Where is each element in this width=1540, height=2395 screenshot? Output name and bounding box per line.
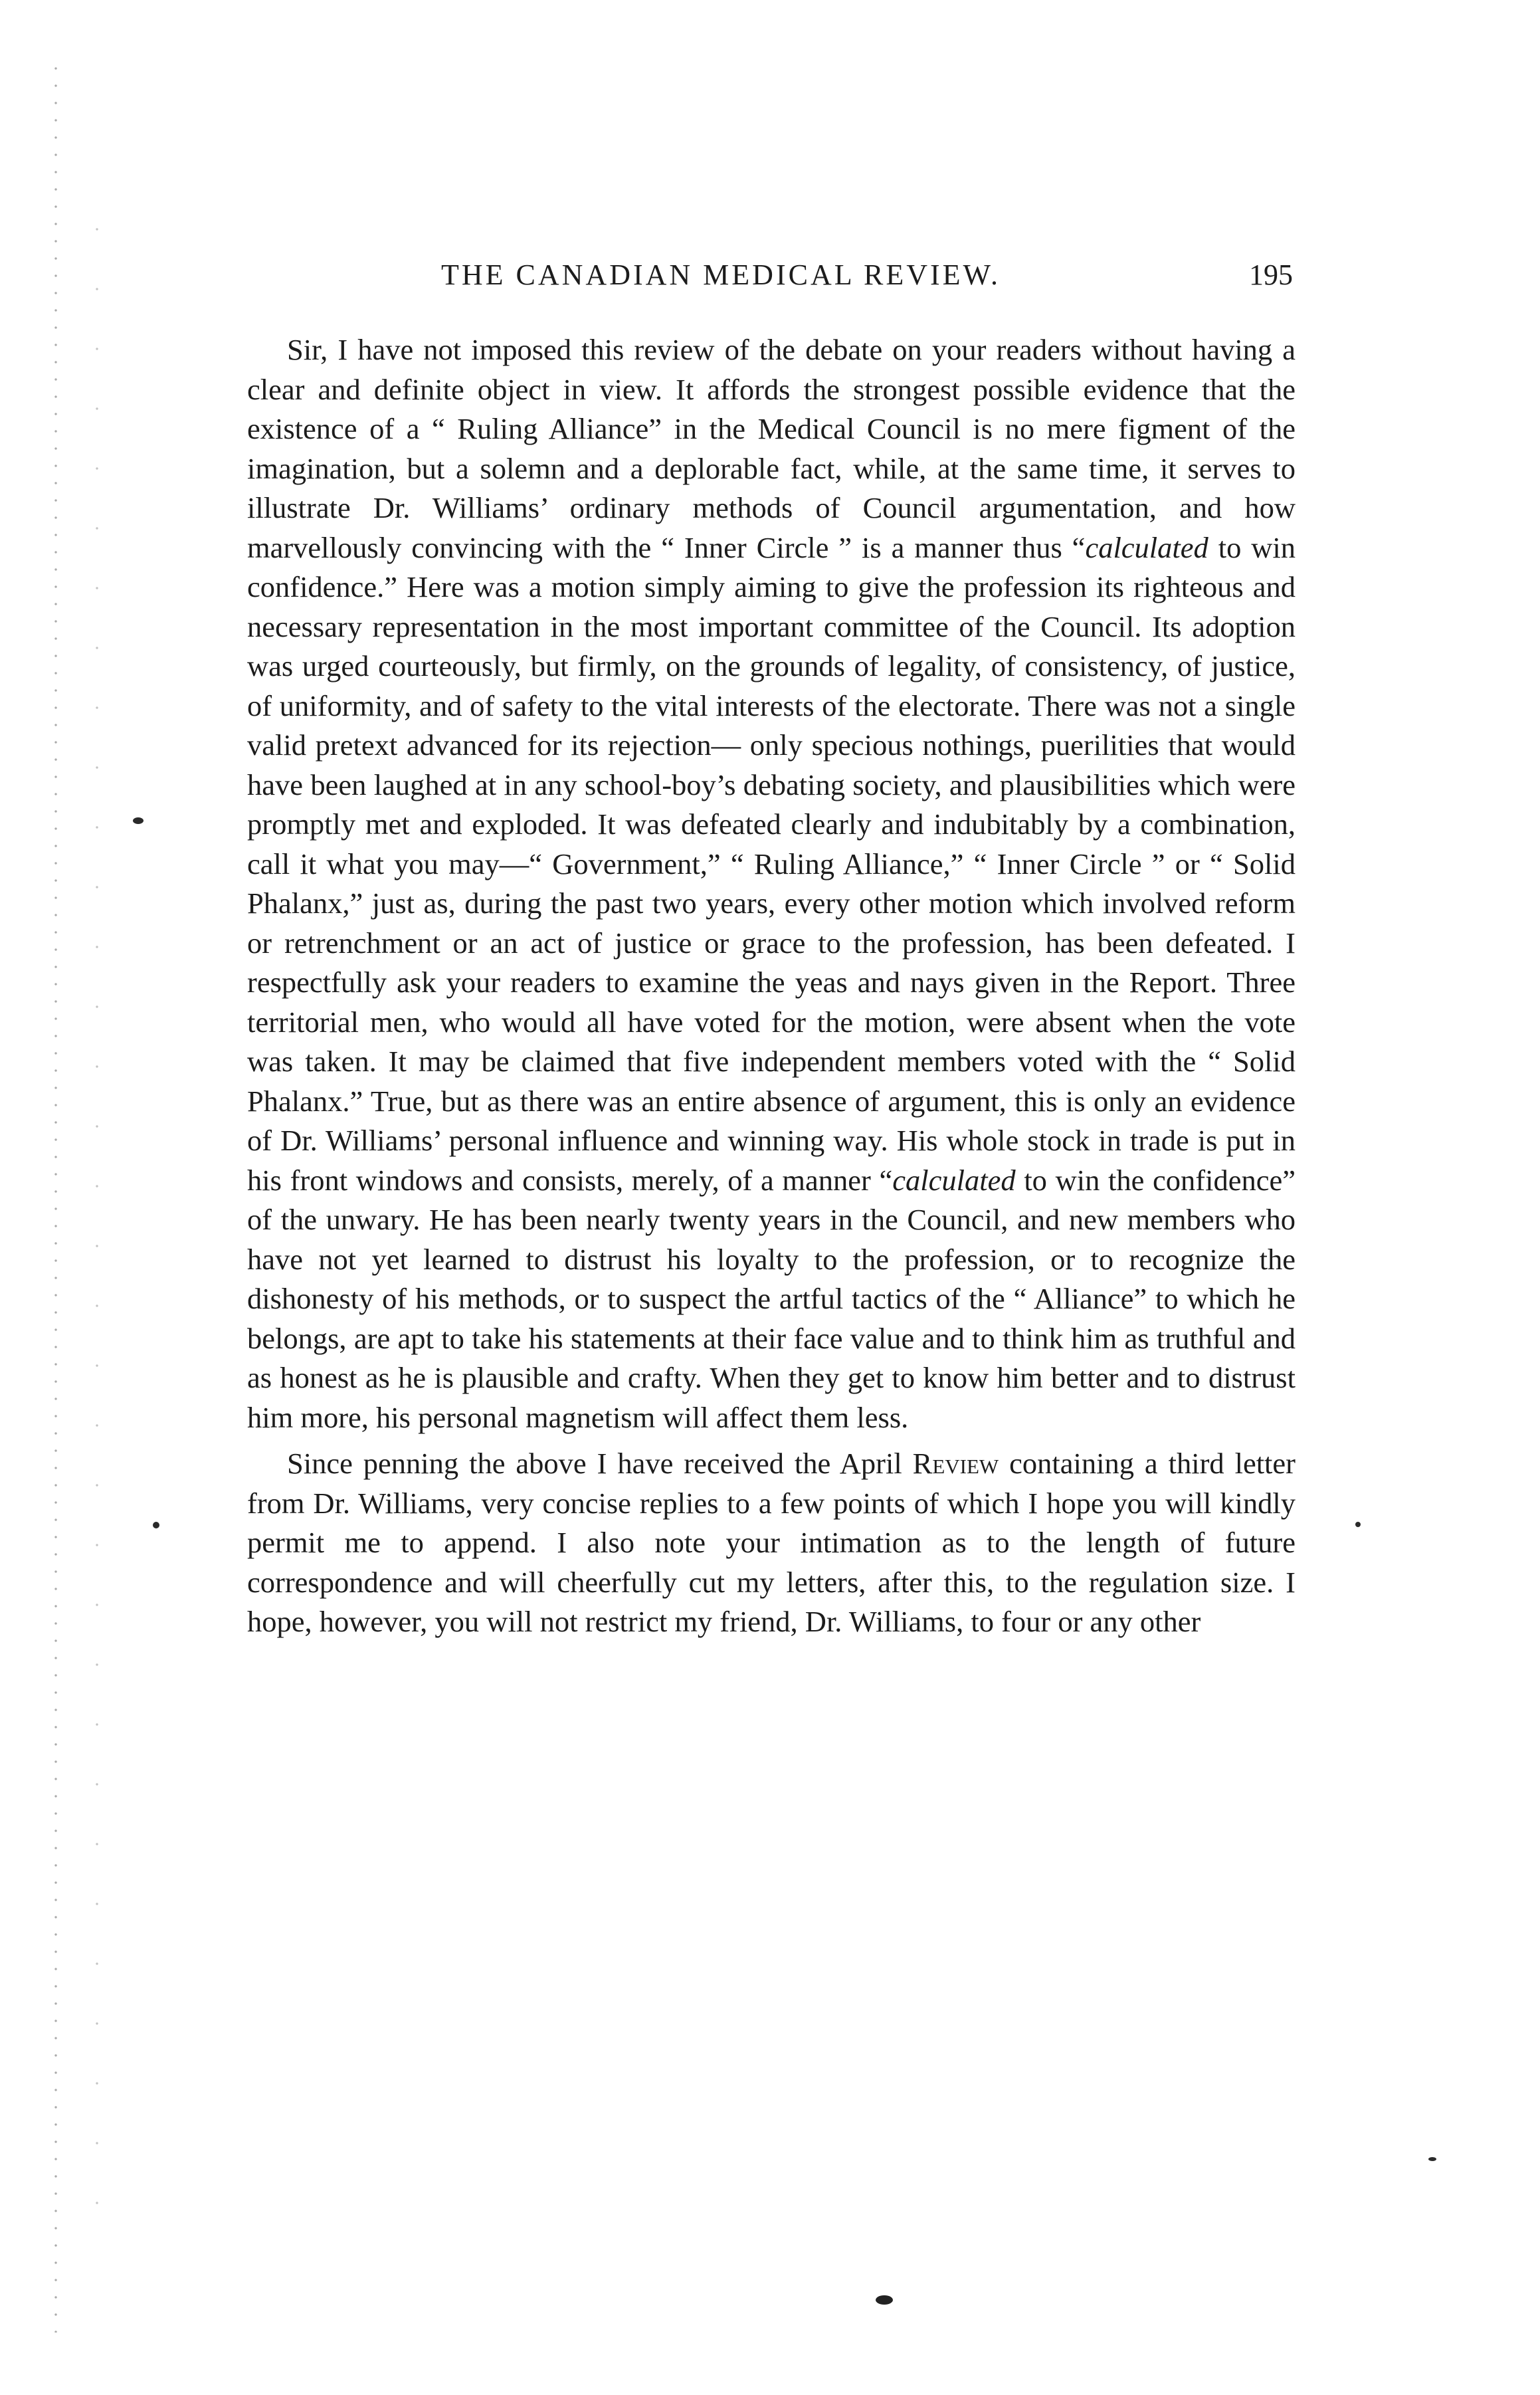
paragraph-1 [247, 330, 1296, 1437]
page-header [255, 258, 1293, 304]
running-title: THE CANADIAN MEDICAL REVIEW. [441, 259, 1001, 291]
article-body [247, 330, 1296, 1642]
margin-speckle-column [52, 60, 60, 2333]
paragraph-2-text-a: Since penning the above I have received the April [287, 1447, 913, 1480]
paragraph-1-text-a: Sir, I have not imposed this review of the debate on your readers without having a clear and definite object in view. It affords the strongest possible evidence that the existence of a “ Ruling Alliance” in the Medical Council is no mere figment of the imagination, but a solemn and a deplorable fact, while, at the same time, it serves to illustrate Dr. Williams’ ordinary methods of Council argumentation, and how marvellously convincing with the “ Inner Circle ” is a manner thus “ [247, 333, 1296, 564]
paragraph-1-italic-calculated: calculated [1085, 530, 1208, 564]
printer-ornament-mark [876, 2295, 893, 2305]
paragraph-1-text-c: to win the confidence” of the unwary. He has been nearly twenty years in the Council, and new members who have not yet learned to distrust his loyalty to the profession, or to recognize the dishonesty of his methods, or to suspect the artful tactics of the “ Alliance” to which he belongs, are apt to take his statements at their face value and to think him as truthful and as honest as he is plausible and crafty. When they get to know him better and to distrust him more, his personal magnetism will affect them less. [247, 1163, 1296, 1434]
stray-mark [1355, 1522, 1361, 1527]
page-number: 195 [1249, 259, 1293, 291]
paragraph-2-text-b: containing a third letter from Dr. Williams, very concise replies to a few points of which I hope you will kindly permit me to append. I also note your intimation as to the length of future correspondence and will cheerfully cut my letters, after this, to the regulation size. I hope, however, you will not restrict my friend, Dr. Williams, to four or any other [247, 1447, 1296, 1638]
paragraph-1-text-b: to win confidence.” Here was a motion simply aiming to give the profession its righteous and necessary representation in the most important committee of the Council. Its adoption was urged courteously, but firmly, on the grounds of legality, of consistency, of justice, of uniformity, and of safety to the vital interests of the electorate. There was not a single valid pretext advanced for its rejection— only specious nothings, puerilities that would have been laughed at in any school-boy’s debating society, and plausibilities which were promptly met and exploded. It was defeated clearly and indubitably by a combination, call it what you may—“ Government,” “ Ruling Alliance,” “ Inner Circle ” or “ Solid Phalanx,” just as, during the past two years, every other motion which involved reform or retrenchment or an act of justice or grace to the profession, has been defeated. I respectfully ask your readers to examine the yeas and nays given in the Report. Three territorial men, who would all have voted for the motion, were absent when the vote was taken. It may be claimed that five independent members voted with the “ Solid Phalanx.” True, but as there was an entire absence of argument, this is only an evidence of Dr. Williams’ personal influence and winning way. His whole stock in trade is put in his front windows and consists, merely, of a manner “ [247, 530, 1296, 1197]
paragraph-1-italic-calculated-2: calculated [892, 1163, 1016, 1197]
paragraph-2 [247, 1444, 1296, 1642]
stray-mark [1428, 2157, 1436, 2161]
stray-mark [133, 817, 144, 824]
stray-mark [153, 1522, 159, 1528]
margin-speckle-column-secondary [93, 199, 101, 2259]
paragraph-2-review-smallcaps: Review [912, 1447, 999, 1480]
